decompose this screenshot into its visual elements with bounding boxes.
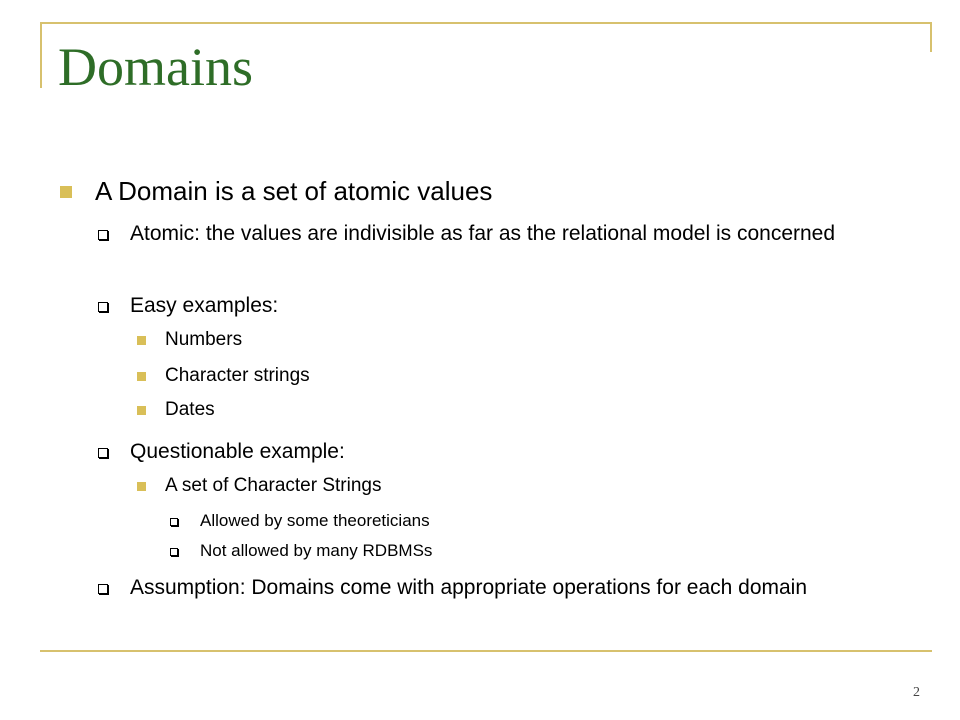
- bullet-item: [130, 218, 900, 249]
- bullet-item: [165, 474, 865, 498]
- checkbox-bullet-icon: [98, 584, 108, 594]
- bullet-item: [165, 328, 865, 352]
- bullet-item: [165, 364, 865, 388]
- slide-title: Domains: [58, 37, 253, 97]
- square-bullet-icon: [137, 336, 146, 345]
- square-bullet-icon: [137, 406, 146, 415]
- square-bullet-icon: [60, 186, 72, 198]
- checkbox-bullet-icon: [98, 302, 108, 312]
- bullet-text: A Domain is a set of atomic values: [95, 176, 493, 206]
- square-bullet-icon: [137, 372, 146, 381]
- bullet-text: Not allowed by many RDBMSs: [200, 541, 433, 560]
- bullet-item: [130, 572, 900, 603]
- bullet-text: A set of Character Strings: [165, 475, 382, 496]
- bullet-item: [130, 436, 900, 467]
- bullet-text: Character strings: [165, 365, 310, 386]
- bullet-item: [165, 398, 865, 422]
- bullet-text: Atomic: the values are indivisible as far as the relational model is concerned: [130, 222, 836, 245]
- bullet-text: Assumption: Domains come with appropriate operations for each domain: [130, 576, 808, 599]
- bullet-item: [200, 540, 880, 562]
- bullet-item: [130, 290, 900, 321]
- checkbox-bullet-icon: [98, 448, 108, 458]
- bullet-text: Dates: [165, 399, 215, 420]
- checkbox-bullet-icon: [170, 518, 178, 526]
- square-bullet-icon: [137, 482, 146, 491]
- checkbox-bullet-icon: [170, 548, 178, 556]
- bullet-text: Allowed by some theoreticians: [200, 511, 430, 530]
- checkbox-bullet-icon: [98, 230, 108, 240]
- bullet-item: [200, 510, 880, 532]
- bullet-text: Easy examples:: [130, 294, 279, 317]
- bullet-text: Questionable example:: [130, 440, 345, 463]
- bullet-text: Numbers: [165, 329, 243, 350]
- page-number: 2: [913, 685, 920, 700]
- bullet-item: [95, 175, 915, 207]
